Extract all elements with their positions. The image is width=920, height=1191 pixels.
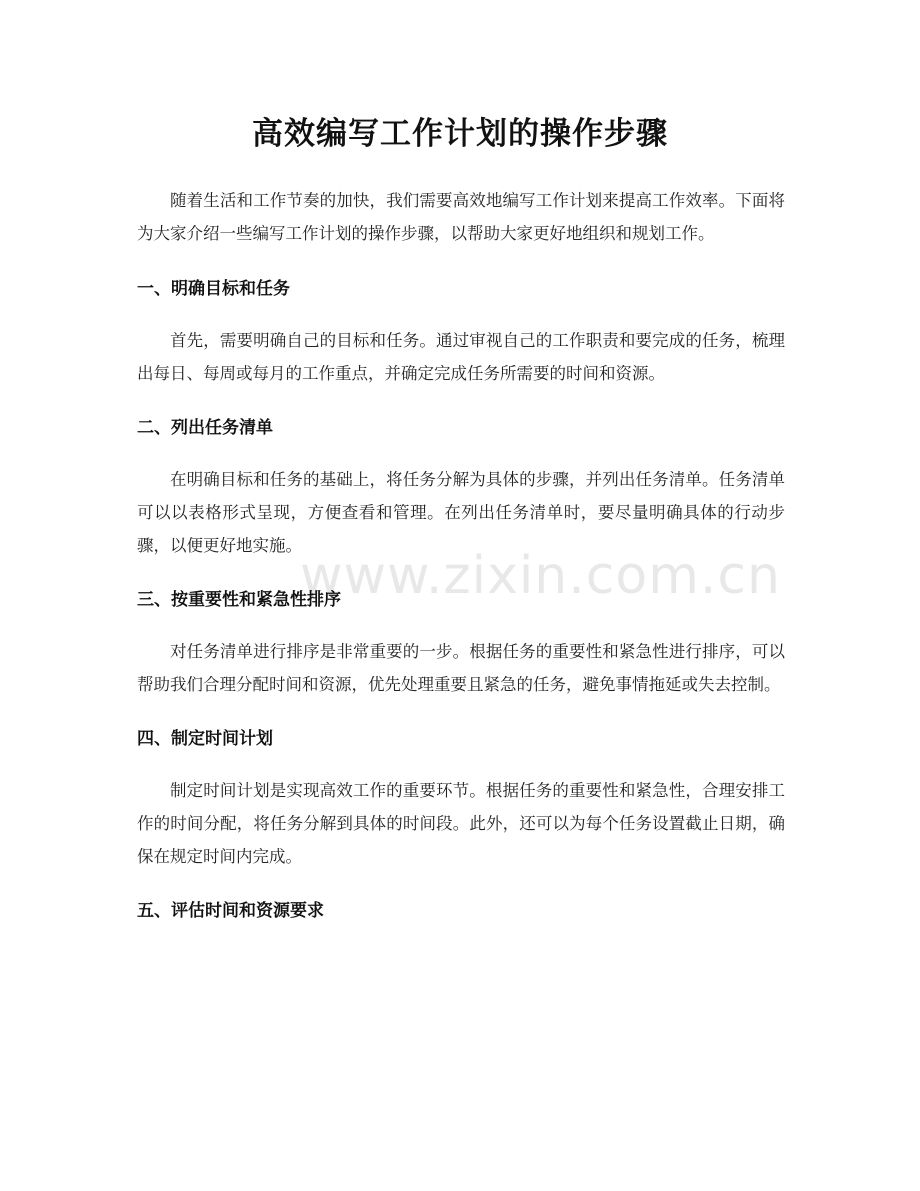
- section-heading-1: 一、明确目标和任务: [137, 279, 290, 299]
- section-body-1: 首先，需要明确自己的目标和任务。通过审视自己的工作职责和要完成的任务，梳理出每日、每周或每月的工作重点，并确定完成任务所需要的时间和资源。: [137, 331, 785, 383]
- intro-paragraph: 随着生活和工作节奏的加快，我们需要高效地编写工作计划来提高工作效率。下面将为大家介绍一些编写工作计划的操作步骤，以帮助大家更好地组织和规划工作。: [137, 191, 785, 243]
- section-heading-2: 二、列出任务清单: [137, 418, 273, 438]
- section-heading-5: 五、评估时间和资源要求: [137, 901, 324, 921]
- section-body-3: 对任务清单进行排序是非常重要的一步。根据任务的重要性和紧急性进行排序，可以帮助我们合理分配时间和资源，优先处理重要且紧急的任务，避免事情拖延或失去控制。: [137, 642, 785, 694]
- section-body-4: 制定时间计划是实现高效工作的重要环节。根据任务的重要性和紧急性，合理安排工作的时间分配，将任务分解到具体的时间段。此外，还可以为每个任务设置截止日期，确保在规定时间内完成。: [137, 781, 785, 866]
- section-heading-3: 三、按重要性和紧急性排序: [137, 590, 341, 610]
- section-body-2: 在明确目标和任务的基础上，将任务分解为具体的步骤，并列出任务清单。任务清单可以以表格形式呈现，方便查看和管理。在列出任务清单时，要尽量明确具体的行动步骤，以便更好地实施。: [137, 470, 785, 555]
- document-body: [137, 184, 785, 946]
- section-heading-4: 四、制定时间计划: [137, 729, 273, 749]
- watermark: www.zixin.com.cn: [300, 546, 781, 606]
- document-title: 高效编写工作计划的操作步骤: [252, 116, 668, 152]
